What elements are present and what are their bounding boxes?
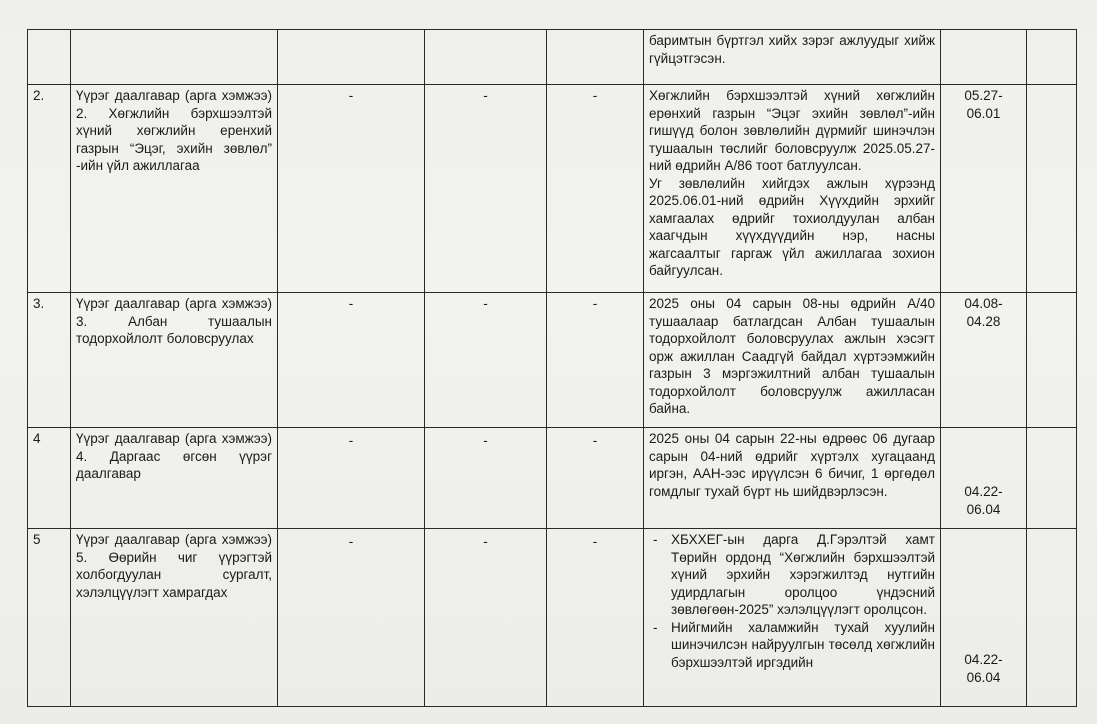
table-row <box>28 30 1077 85</box>
dash-cell: - <box>278 529 425 707</box>
empty-cell <box>1027 85 1077 293</box>
task-cell: Үүрэг даалгавар (арга хэмжээ) 5. Өөрийн чиг үүрэгтэй холбогдуулан сургалт, хэлэлцүүлэгт хамрагдах <box>71 529 278 707</box>
empty-cell <box>425 30 547 85</box>
row-number: 4 <box>28 428 71 529</box>
result-cell <box>644 30 941 85</box>
result-cell <box>644 529 941 707</box>
result-text: Хөгжлийн бэрхшээлтэй хүний хөгжлийн ерөнхий газрын “Эцэг эхийн зөвлөл”-ийн гишүүд болон зөвлөлийн дүрмийг шинэчлэн тушаалын төслийг боловсруулж 2025.05.27-ний өдрийн А/86 тоот батлуулсан. <box>649 88 935 173</box>
dash-cell: - <box>547 293 644 428</box>
result-cell <box>644 293 941 428</box>
list-item: - ХБХХЕГ-ын дарга Д.Гэрэлтэй хамт Төрийн ордонд “Хөгжлийн бэрхшээлтэй хүний эрхийн хэрэгжилтэд нутгийн удирдлагын оролцоо үндэсний зөвлөгөөн-2025” хэлэлцүүлэгт оролцсон. <box>649 531 935 619</box>
dash-cell: - <box>547 428 644 529</box>
result-cell <box>644 428 941 529</box>
result-text: Уг зөвлөлийн хийгдэх ажлын хүрээнд 2025.06.01-ний өдрийн Хүүхдийн эрхийг хамгаалах өдрийг тохиолдуулан албан хаагчдын хүүхдүүдийн нэр, насны жагсаалтыг гаргаж үйл ажиллагаа зохион байгуулсан. <box>649 175 935 278</box>
period-cell: 04.22- 06.04 <box>941 529 1027 707</box>
empty-cell <box>1027 30 1077 85</box>
dash-cell: - <box>425 85 547 293</box>
result-cell <box>644 85 941 293</box>
empty-cell <box>278 30 425 85</box>
empty-cell <box>1027 529 1077 707</box>
dash-cell: - <box>425 293 547 428</box>
result-text: 2025 оны 04 сарын 08-ны өдрийн А/40 тушаалаар батлагдсан Албан тушаалын тодорхойлолт боловсруулах ажлын хэсэгт орж ажиллан Саадгүй байдал хүртээмжийн газрын 3 мэргэжилтний албан тушаалын тодорхойлолт боловсруулж ажилласан байна. <box>649 296 935 416</box>
period-cell: 04.08- 04.28 <box>941 293 1027 428</box>
period-cell <box>941 30 1027 85</box>
empty-cell <box>1027 293 1077 428</box>
task-cell <box>71 30 278 85</box>
row-number: 3. <box>28 293 71 428</box>
task-cell: Үүрэг даалгавар (арга хэмжээ) 3. Албан тушаалын тодорхойлолт боловсруулах <box>71 293 278 428</box>
dash-cell: - <box>278 428 425 529</box>
task-cell: Үүрэг даалгавар (арга хэмжээ) 4. Даргаас өгсөн үүрэг даалгавар <box>71 428 278 529</box>
dash-cell: - <box>547 85 644 293</box>
report-table <box>27 29 1077 707</box>
result-text: 2025 оны 04 сарын 22-ны өдрөөс 06 дугаар сарын 04-ний өдрийг хүртэлх хугацаанд иргэн, ААН-ээс ирүүлсэн 6 бичиг, 1 өргөдөл гомдлыг тухай бүрт нь шийдвэрлэсэн. <box>649 431 935 499</box>
result-bullet-list <box>649 531 935 671</box>
empty-cell <box>547 30 644 85</box>
row-number <box>28 30 71 85</box>
row-number: 2. <box>28 85 71 293</box>
period-cell: 05.27- 06.01 <box>941 85 1027 293</box>
row-number: 5 <box>28 529 71 707</box>
task-cell: Үүрэг даалгавар (арга хэмжээ) 2. Хөгжлийн бэрхшээлтэй хүний хөгжлийн еренхий газрын “Эцэг, эхийн зөвлөл” -ийн үйл ажиллагаа <box>71 85 278 293</box>
table-row <box>28 529 1077 707</box>
result-text: баримтын бүртгэл хийх зэрэг ажлуудыг хийж гүйцэтгэсэн. <box>649 33 935 66</box>
dash-cell: - <box>278 85 425 293</box>
table-row <box>28 428 1077 529</box>
table-row <box>28 293 1077 428</box>
dash-cell: - <box>278 293 425 428</box>
dash-cell: - <box>425 529 547 707</box>
dash-cell: - <box>547 529 644 707</box>
period-cell: 04.22- 06.04 <box>941 428 1027 529</box>
empty-cell <box>1027 428 1077 529</box>
table-row <box>28 85 1077 293</box>
list-item: - Нийгмийн халамжийн тухай хуулийн шинэчилсэн найруулгын төсөлд хөгжлийн бэрхшээлтэй иргэдийн <box>649 619 935 672</box>
dash-cell: - <box>425 428 547 529</box>
